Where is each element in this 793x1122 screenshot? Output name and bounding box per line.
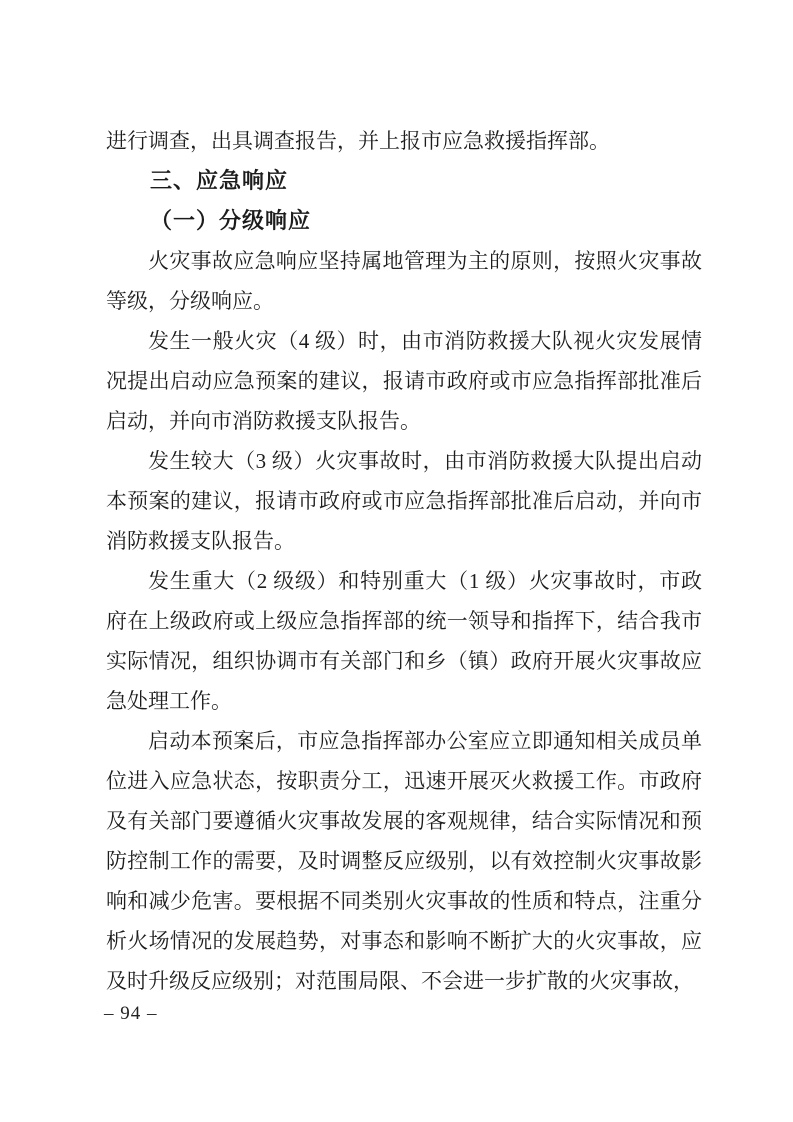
paragraph-level3-fire: 发生较大（3 级）火灾事故时，由市消防救援大队提出启动本预案的建议，报请市政府或市应急指挥部批准后启动，并向市消防救援支队报告。	[106, 449, 702, 553]
paragraph-level1-2-fire: 发生重大（2 级级）和特别重大（1 级）火灾事故时，市政府在上级政府或上级应急指挥部的统一领导和指挥下，结合我市实际情况，组织协调市有关部门和乡（镇）政府开展火灾事故应急处理工作。	[106, 569, 702, 713]
subsection-heading-graded-response: （一）分级响应	[150, 208, 312, 233]
paragraph-principle: 火灾事故应急响应坚持属地管理为主的原则，按照火灾事故等级，分级响应。	[106, 249, 702, 313]
section-heading-emergency-response: 三、应急响应	[150, 168, 289, 193]
paragraph-plan-activation: 启动本预案后，市应急指挥部办公室应立即通知相关成员单位进入应急状态，按职责分工，迅速开展灭火救援工作。市政府及有关部门要遵循火灾事故发展的客观规律，结合实际情况和预防控制工作的需要，及时调整反应级别，以有效控制火灾事故影响和减少危害。要根据不同类别火灾事故的性质和特点，注重分析火场情况的发展趋势，对事态和影响不断扩大的火灾事故，应及时升级反应级别；对范围局限、不会进一步扩散的火灾事故，	[106, 729, 702, 993]
page-number: – 94 –	[104, 1003, 158, 1024]
document-body	[106, 121, 702, 1001]
paragraph-level4-fire: 发生一般火灾（4 级）时，由市消防救援大队视火灾发展情况提出启动应急预案的建议，报请市政府或市应急指挥部批准后启动，并向市消防救援支队报告。	[106, 329, 702, 433]
paragraph-continuation: 进行调查，出具调查报告，并上报市应急救援指挥部。	[106, 129, 610, 153]
